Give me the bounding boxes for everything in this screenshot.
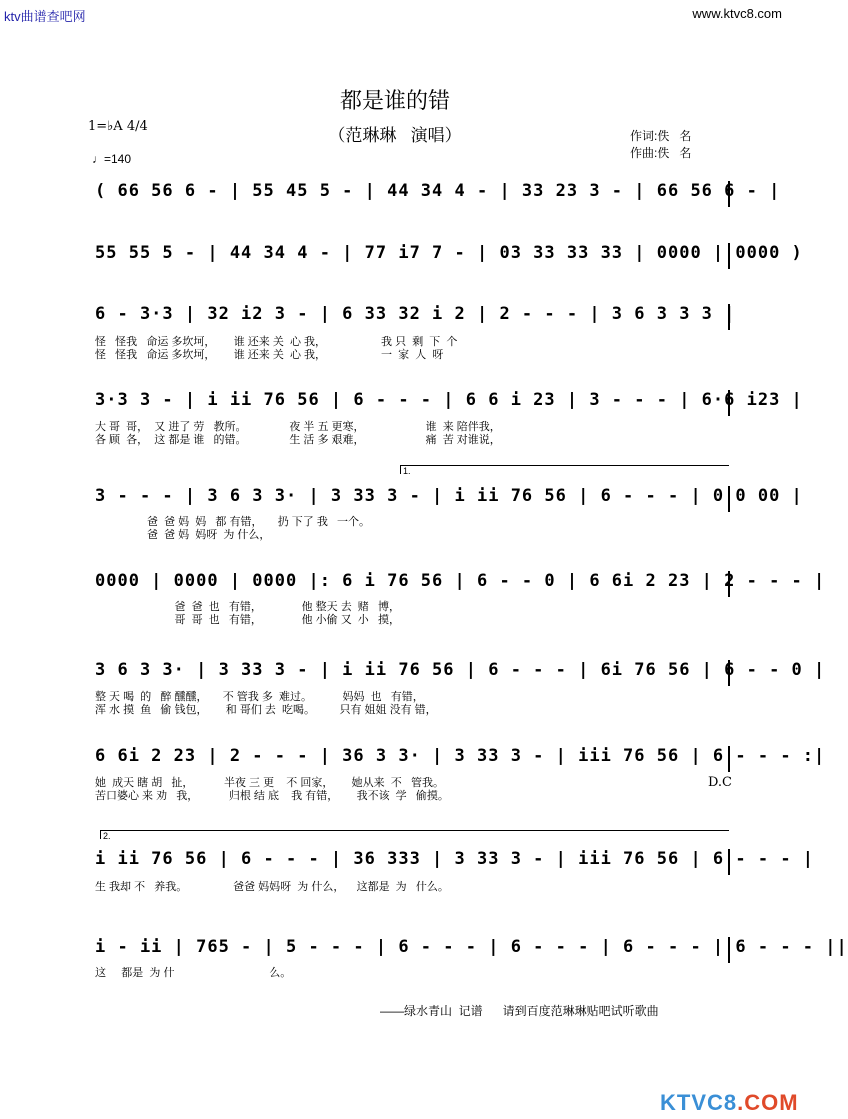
site-logo: [660, 1090, 799, 1116]
logo-suffix: .COM: [737, 1090, 799, 1115]
transcriber-footer: ——绿水青山 记谱 请到百度范琳琳贴吧试听歌曲: [380, 1004, 659, 1018]
da-capo-mark: D.C: [707, 775, 732, 790]
staff-row-2: [95, 243, 803, 269]
watermark-left: ktv曲谱查吧网: [4, 9, 86, 24]
lyric-line-2: 怪 怪我 命运 多坎坷， 谁 还来 关 心 我， 一 家 人 呀: [95, 349, 444, 361]
lyric-line-2: 各 顾 各， 这 都是 谁 的错。 生 活 多 艰难， 痛 苦 对谁说，: [95, 434, 501, 446]
staff-row-8: [95, 746, 826, 772]
staff-row-5: [95, 486, 803, 512]
notes: 55 55 5 - | 44 34 4 - | 77 i7 7 - | 03 33 33 33 | 0000 | 0000 ): [95, 243, 803, 263]
lyric-line-2: 浑 水 摸 鱼 偷 钱包， 和 哥们 去 吃喝。 只有 姐姐 没有 错，: [95, 704, 437, 716]
logo-main: KTVC8: [660, 1090, 738, 1115]
notes: i ii 76 56 | 6 - - - | 36 333 | 3 33 3 - | iii 76 56 | 6 - - - |: [95, 849, 815, 869]
tempo-mark: ♩=140: [92, 152, 132, 166]
song-title: 都是谁的错: [339, 89, 450, 114]
singer-credit: （范琳琳 演唱）: [328, 126, 462, 145]
watermark-right: www.ktvc8.com: [692, 6, 782, 21]
first-ending-bracket: [400, 465, 729, 474]
staff-row-6: [95, 571, 826, 597]
volta-label: 1.: [403, 466, 411, 476]
lyricist-credit: 作词:佚 名: [630, 129, 692, 143]
notes: 0000 | 0000 | 0000 |: 6 i 76 56 | 6 - - 0 | 6 6i 2 23 | 2 - - - |: [95, 571, 826, 591]
lyric-line-1: 她 成天 瞎 胡 扯， 半夜 三 更 不 回家， 她从来 不 管我。: [95, 777, 444, 789]
volta-label: 2.: [103, 831, 111, 841]
lyric-line-1: 爸 爸 也 有错， 他 整天 去 赌 博，: [95, 601, 400, 613]
staff-row-1: [95, 181, 781, 207]
notes: 6 - 3·3 | 32 i2 3 - | 6 33 32 i 2 | 2 - - - | 3 6 3 3 3 |: [95, 304, 736, 324]
lyric-line-1: 怪 怪我 命运 多坎坷， 谁 还来 关 心 我， 我 只 剩 下 个: [95, 336, 458, 348]
lyric-line-1: 大 哥 哥， 又 进了 劳 教所。 夜 半 五 更寒， 谁 来 陪伴我，: [95, 421, 501, 433]
staff-row-3: [95, 304, 736, 330]
lyric-line-2: 苦口婆心 来 劝 我， 归根 结 底 我 有错， 我不该 学 偷摸。: [95, 790, 449, 802]
staff-row-7: [95, 660, 826, 686]
composer-credit: 作曲:佚 名: [630, 146, 692, 160]
lyric-line-2: 哥 哥 也 有错， 他 小偷 又 小 摸，: [95, 614, 400, 626]
key-signature: 1=♭A 4/4: [88, 119, 148, 134]
notes: ( 66 56 6 - | 55 45 5 - | 44 34 4 - | 33 23 3 - | 66 56 6 - |: [95, 181, 781, 201]
second-ending-bracket: [100, 830, 729, 839]
notes: 3·3 3 - | i ii 76 56 | 6 - - - | 6 6 i 23 | 3 - - - | 6·6 i23 |: [95, 390, 803, 410]
notes: i - ii | 765 - | 5 - - - | 6 - - - | 6 - - - | 6 - - - | 6 - - - ||: [95, 937, 848, 957]
lyric-line-1: 这 都是 为 什 么。: [95, 967, 292, 979]
notes: 6 6i 2 23 | 2 - - - | 36 3 3· | 3 33 3 - | iii 76 56 | 6 - - - :|: [95, 746, 826, 766]
lyric-line-2: 爸 爸 妈 妈呀 为 什么，: [95, 529, 271, 541]
lyric-line-1: 爸 爸 妈 妈 都 有错， 扔 下了 我 一个。: [95, 516, 371, 528]
notes: 3 6 3 3· | 3 33 3 - | i ii 76 56 | 6 - - - | 6i 76 56 | 6 - - 0 |: [95, 660, 826, 680]
staff-row-10: [95, 937, 848, 963]
staff-row-4: [95, 390, 803, 416]
notes: 3 - - - | 3 6 3 3· | 3 33 3 - | i ii 76 56 | 6 - - - | 0 0 00 |: [95, 486, 803, 506]
lyric-line-1: 生 我却 不 养我。 爸爸 妈妈呀 为 什么， 这都是 为 什么。: [95, 881, 449, 893]
lyric-line-1: 整 天 喝 的 醉 醺醺， 不 管我 多 难过。 妈妈 也 有错，: [95, 691, 424, 703]
staff-row-9: [95, 849, 815, 875]
